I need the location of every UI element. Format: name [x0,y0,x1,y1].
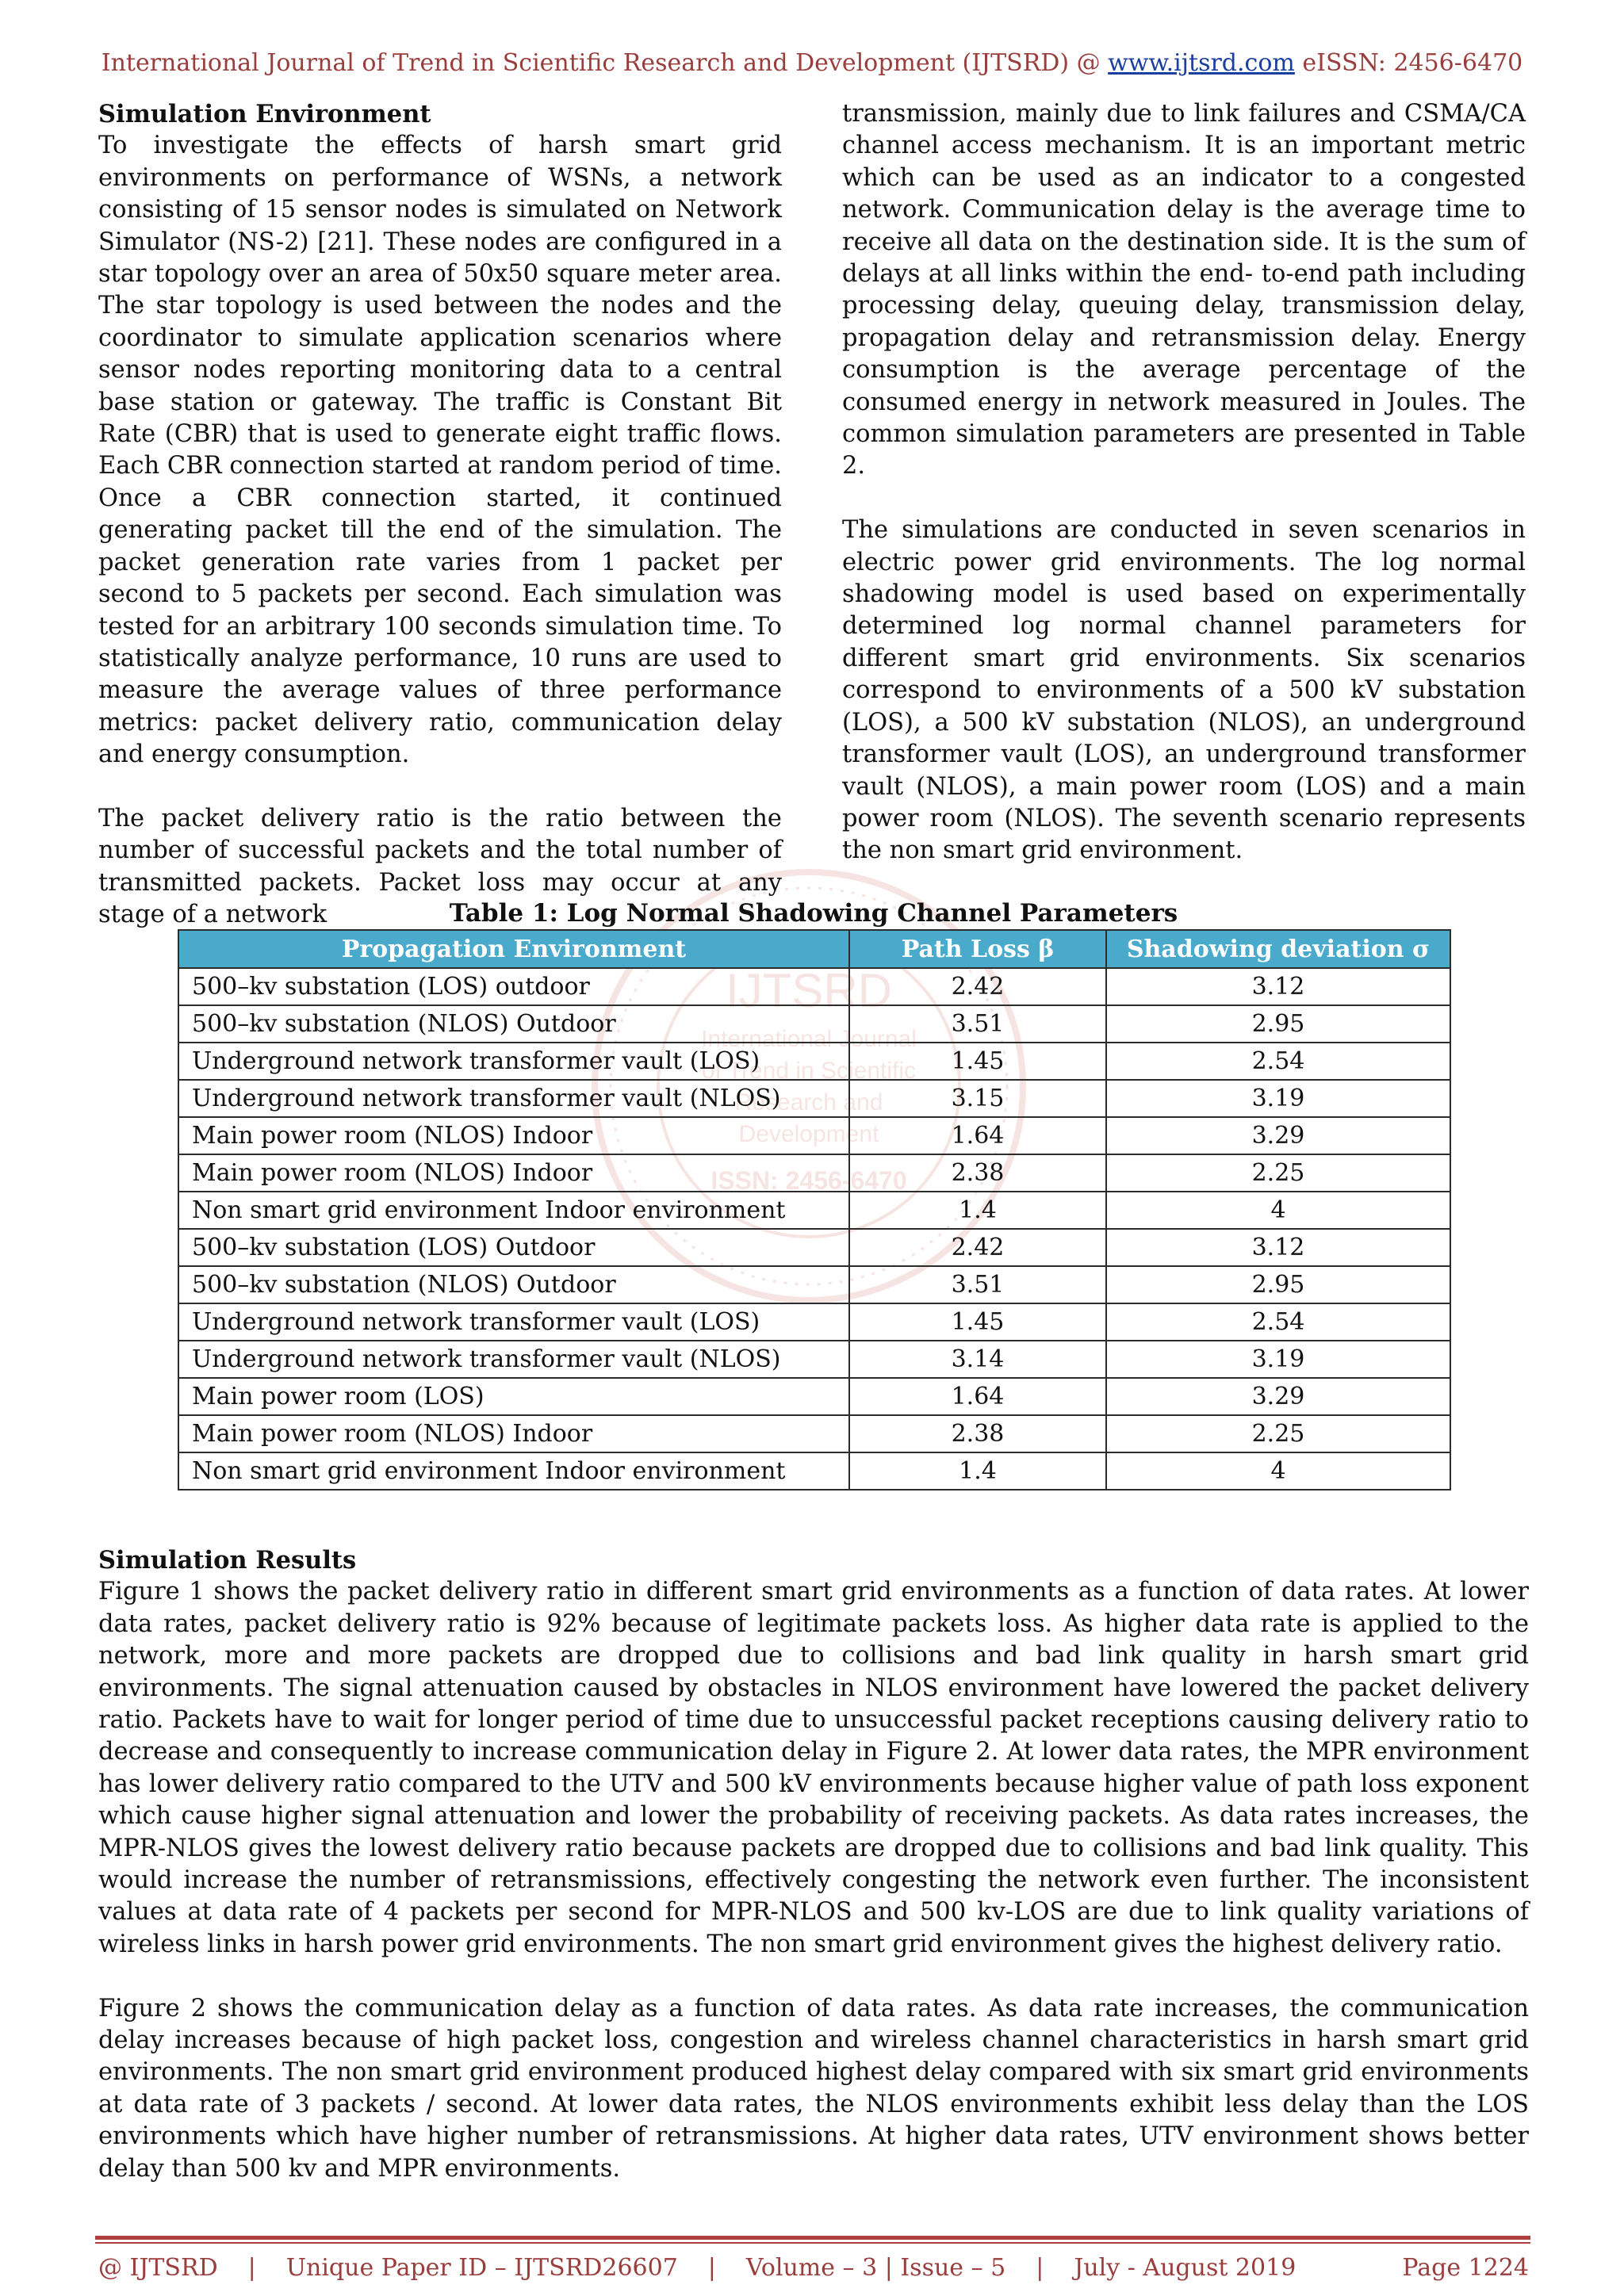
journal-header [0,49,1624,77]
table-cell: 1.4 [849,1192,1106,1229]
svg-text:of Trend in Scientific: of Trend in Scientific [701,1058,917,1084]
header-prefix: International Journal of Trend in Scientific Research and Development (IJTSRD) @ [101,49,1109,77]
table-cell: 2.38 [849,1154,1106,1192]
table-cell: 1.64 [849,1378,1106,1415]
footer-separator: | [1036,2253,1044,2282]
table-cell: 4 [1106,1192,1450,1229]
table-cell: 500–kv substation (LOS) Outdoor [178,1229,849,1266]
left-column [98,98,782,932]
column-header: Propagation Environment [178,930,849,968]
table-cell: 3.19 [1106,1341,1450,1378]
table-cell: 3.29 [1106,1117,1450,1154]
results-paragraph-figure1: Figure 1 shows the packet delivery ratio in different smart grid environments as a function of data rates. At lower data rates, packet delivery ratio is 92% because of legitimate packets loss. As higher data rate is applied to the network, more and more packets are dropped due to collisions and bad link quality in harsh smart grid environments. The signal attenuation caused by obstacles in NLOS environment have lowered the packet delivery ratio. Packets have to wait for longer period of time due to unsuccessful packet receptions causing delivery ratio to decrease and consequently to increase communication delay in Figure 2. At lower data rates, the MPR environment has lower delivery ratio compared to the UTV and 500 kV environments because higher value of path loss exponent which cause higher signal attenuation and lower the probability of receiving packets. As data rates increases, the MPR-NLOS gives the lowest delivery ratio because packets are dropped due to collisions and bad link quality. This would increase the number of retransmissions, effectively congesting the network even further. The inconsistent values at data rate of 4 packets per second for MPR-NLOS and 500 kv-LOS are due to link quality variations of wireless links in harsh power grid environments. The non smart grid environment gives the highest delivery ratio. [98,1578,1529,1958]
simulation-results-heading: Simulation Results [98,1546,357,1575]
footer-paper-id: Unique Paper ID – IJTSRD26607 [285,2253,678,2282]
table-row [178,968,1450,1005]
footer-rule [95,2242,1530,2244]
table-cell: 2.38 [849,1415,1106,1452]
table-header-row [178,930,1450,968]
table-cell: Underground network transformer vault (NLOS) [178,1341,849,1378]
table-cell: 3.14 [849,1341,1106,1378]
table-row [178,1303,1450,1341]
footer-volume-issue: Volume – 3 | Issue – 5 [745,2253,1006,2282]
svg-text:Development: Development [738,1121,879,1147]
table-cell: 1.45 [849,1303,1106,1341]
page-footer [98,2252,1529,2283]
table-cell: Underground network transformer vault (LOS) [178,1043,849,1080]
table-row [178,1080,1450,1117]
table-1 [178,897,1450,1490]
table-row [178,1005,1450,1043]
svg-text:IJTSRD: IJTSRD [726,964,892,1017]
table-row [178,1341,1450,1378]
table-cell: 500–kv substation (NLOS) Outdoor [178,1005,849,1043]
right-column [842,98,1526,867]
table-cell: 500–kv substation (NLOS) Outdoor [178,1266,849,1303]
table-cell: Main power room (LOS) [178,1378,849,1415]
table-cell: Underground network transformer vault (LOS) [178,1303,849,1341]
scenarios-paragraph: The simulations are conducted in seven scenarios in electric power grid environments. The log normal shadowing model is used based on experimentally determined log normal channel parameters for different smart grid environments. Six scenarios correspond to environments of a 500 kV substation (LOS), a 500 kV substation (NLOS), an underground transformer vault (LOS), an underground transformer vault (NLOS), a main power room (LOS) and a main power room (NLOS). The seventh scenario represents the non smart grid environment. [842,516,1526,865]
table-caption: Table 1: Log Normal Shadowing Channel Parameters [449,899,1178,928]
table-cell: Non smart grid environment Indoor environment [178,1192,849,1229]
table-cell: 2.25 [1106,1154,1450,1192]
footer-journal: @ IJTSRD [98,2253,218,2282]
table-cell: Underground network transformer vault (NLOS) [178,1080,849,1117]
table-cell: 3.15 [849,1080,1106,1117]
svg-text:ISSN: 2456-6470: ISSN: 2456-6470 [710,1166,907,1195]
journal-website-link[interactable]: www.ijtsrd.com [1108,49,1295,77]
table-cell: 2.42 [849,968,1106,1005]
table-cell: 1.4 [849,1452,1106,1490]
footer-date: July - August 2019 [1074,2253,1297,2282]
table-cell: 2.54 [1106,1303,1450,1341]
table-row [178,1266,1450,1303]
table-row [178,1415,1450,1452]
table-cell: 2.42 [849,1229,1106,1266]
simulation-environment-heading: Simulation Environment [98,100,431,128]
results-paragraph-figure2: Figure 2 shows the communication delay as a function of data rates. As data rate increases, the communication delay increases because of high packet loss, congestion and wireless channel characteristics in harsh smart grid environments. The non smart grid environment produced highest delay compared with six smart grid environments at data rate of 3 packets / second. At lower data rates, the NLOS environments exhibit less delay than the LOS environments which have higher number of retransmissions. At higher data rates, UTV environment shows better delay than 500 kv and MPR environments. [98,1994,1529,2183]
table-cell: 3.29 [1106,1378,1450,1415]
table-row [178,1154,1450,1192]
svg-text:Research and: Research and [734,1089,883,1115]
column-header: Path Loss β [849,930,1106,968]
header-suffix: eISSN: 2456-6470 [1294,49,1523,77]
table-cell: 1.64 [849,1117,1106,1154]
table-cell: 2.25 [1106,1415,1450,1452]
table-cell: 3.12 [1106,1229,1450,1266]
table-cell: 3.51 [849,1266,1106,1303]
column-header: Shadowing deviation σ [1106,930,1450,968]
table-cell: 2.95 [1106,1266,1450,1303]
table-cell: 3.12 [1106,968,1450,1005]
simulation-environment-paragraph: To investigate the effects of harsh smart grid environments on performance of WSNs, a network consisting of 15 sensor nodes is simulated on Network Simulator (NS-2) [21]. These nodes are configured in a star topology over an area of 50x50 square meter area. The star topology is used between the nodes and the coordinator to simulate application scenarios where sensor nodes reporting monitoring data to a central base station or gateway. The traffic is Constant Bit Rate (CBR) that is used to generate eight traffic flows. Each CBR connection started at random period of time. Once a CBR connection started, it continued generating packet till the end of the simulation. The packet generation rate varies from 1 packet per second to 5 packets per second. Each simulation was tested for an arbitrary 100 seconds simulation time. To statistically analyze performance, 10 runs are used to measure the average values of three performance metrics: packet delivery ratio, communication delay and energy consumption. [98,132,782,769]
table-row [178,1229,1450,1266]
table-cell: 4 [1106,1452,1450,1490]
table-cell: 1.45 [849,1043,1106,1080]
table-cell: 500–kv substation (LOS) outdoor [178,968,849,1005]
table-row [178,1117,1450,1154]
channel-parameters-table [178,929,1451,1490]
table-cell: 2.95 [1106,1005,1450,1043]
table-cell: Main power room (NLOS) Indoor [178,1117,849,1154]
table-cell: Main power room (NLOS) Indoor [178,1154,849,1192]
table-cell: 3.19 [1106,1080,1450,1117]
table-cell: 3.51 [849,1005,1106,1043]
table-cell: 2.54 [1106,1043,1450,1080]
table-cell: Non smart grid environment Indoor environment [178,1452,849,1490]
table-cell: Main power room (NLOS) Indoor [178,1415,849,1452]
footer-separator: | [247,2253,256,2282]
packet-delivery-ratio-paragraph: The packet delivery ratio is the ratio between the number of successful packets and the total number of transmitted packets. Packet loss may occur at any stage of a network [98,804,782,929]
svg-text:International Journal: International Journal [701,1026,917,1052]
table-row [178,1378,1450,1415]
table-row [178,1452,1450,1490]
simulation-results-section [98,1544,1529,2185]
metrics-paragraph: transmission, mainly due to link failures and CSMA/CA channel access mechanism. It is an important metric which can be used as an indicator to a congested network. Communication delay is the average time to receive all data on the destination side. It is the sum of delays at all links within the end- to-end path including processing delay, queuing delay, transmission delay, propagation delay and retransmission delay. Energy consumption is the average percentage of the consumed energy in network measured in Joules. The common simulation parameters are presented in Table 2. [842,100,1526,480]
table-row [178,1043,1450,1080]
footer-rule [95,2236,1530,2240]
footer-separator: | [707,2253,716,2282]
table-row [178,1192,1450,1229]
footer-page-number: Page 1224 [1402,2253,1529,2282]
